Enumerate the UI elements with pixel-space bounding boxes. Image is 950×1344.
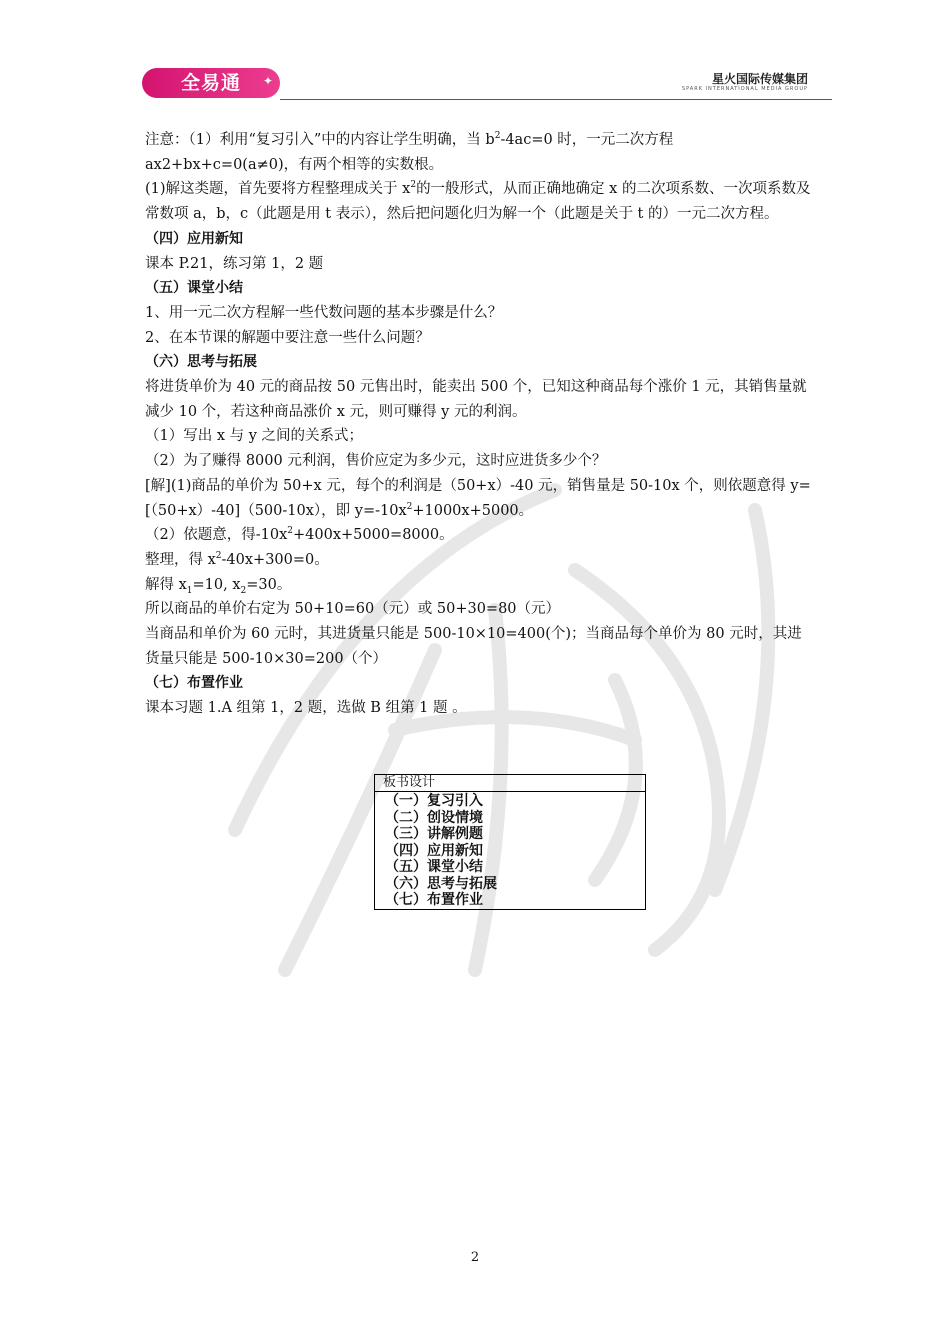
solution-step-1: [解](1)商品的单价为 50+x 元，每个的利润是（50+x）-40 元，销售量是 50-10x 个，则依题意得 y=[（50+x）-40]（500-10x），即 $y=-10x^2+1000x+5000$。	[145, 477, 811, 519]
page-header	[142, 66, 832, 102]
problem-question-2: （2）为了赚得 8000 元利润，售价应定为多少元，这时应进货多少个？	[145, 453, 607, 470]
note-paragraph-2: (1)解这类题，首先要将方程整理成关于 $x^2$的一般形式，从而正确地确定 x 的二次项系数、一次项系数及常数项 a，b，c（此题是用 t 表示），然后把问题化归为解一个（此题是关于 t 的）一元二次方程。	[145, 180, 811, 223]
blackboard-design-box	[374, 774, 646, 910]
board-item: （三）讲解例题	[385, 826, 483, 842]
board-item: （七）布置作业	[385, 892, 483, 908]
sparkle-icon: ✦	[262, 74, 274, 88]
board-item: （四）应用新知	[385, 842, 483, 859]
publisher-brand	[682, 72, 808, 93]
problem-statement: 将进货单价为 40 元的商品按 50 元售出时，能卖出 500 个，已知这种商品每个涨价 1 元，其销售量就减少 10 个，若这种商品涨价 x 元，则可赚得 y 元的利润。	[145, 379, 807, 420]
board-outline	[375, 792, 645, 909]
page-number: 2	[470, 1250, 480, 1265]
homework-text: 课本习题 1.A 组第 1，2 题，选做 B 组第 1 题 。	[145, 700, 467, 717]
board-item: （一）复习引入	[385, 793, 483, 809]
section-heading-5: （五）课堂小结	[145, 280, 243, 297]
board-title: 板书设计	[375, 775, 645, 792]
logo-text: 全易通	[180, 72, 241, 94]
main-content	[145, 128, 813, 721]
summary-question-1: 1、用一元二次方程解一些代数问题的基本步骤是什么？	[145, 304, 503, 321]
solution-step-6: 当商品和单价为 60 元时，其进货量只能是 500-10×10=400(个)；当商品每个单价为 80 元时，其进货量只能是 500-10×30=200（个）	[145, 626, 802, 667]
board-item: （二）创设情境	[385, 809, 483, 826]
note-paragraph-1: 注意：（1）利用“复习引入”中的内容让学生明确，当 $b^2-4ac=0$ 时，一元二次方程 ax2+bx+c=0(a≠0)，有两个相等的实数根。	[145, 131, 674, 173]
solution-step-3: 整理，得 $x^2-40x+300=0$。	[145, 551, 329, 568]
header-divider	[280, 99, 832, 100]
solution-step-2: （2）依题意，得$-10x^2+400x+5000=8000$。	[145, 526, 454, 544]
publisher-name-en: SPARK INTERNATIONAL MEDIA GROUP	[681, 86, 808, 92]
publisher-name: 星火国际传媒集团	[711, 72, 808, 86]
brand-logo	[142, 68, 280, 98]
problem-question-1: （1）写出 x 与 y 之间的关系式；	[145, 428, 364, 445]
section-4-text: 课本 P.21，练习第 1，2 题	[145, 255, 324, 272]
board-item: （六）思考与拓展	[385, 875, 497, 892]
section-heading-7: （七）布置作业	[145, 675, 243, 692]
solution-step-4: 解得 $x_1=10$, $x_2=30$。	[145, 576, 292, 596]
board-item: （五）课堂小结	[385, 859, 483, 875]
section-heading-6: （六）思考与拓展	[145, 354, 257, 371]
section-heading-4: （四）应用新知	[145, 230, 243, 247]
summary-question-2: 2、在本节课的解题中要注意一些什么问题？	[145, 329, 430, 346]
solution-step-5: 所以商品的单价右定为 50+10=60（元）或 50+30=80（元）	[145, 601, 561, 618]
